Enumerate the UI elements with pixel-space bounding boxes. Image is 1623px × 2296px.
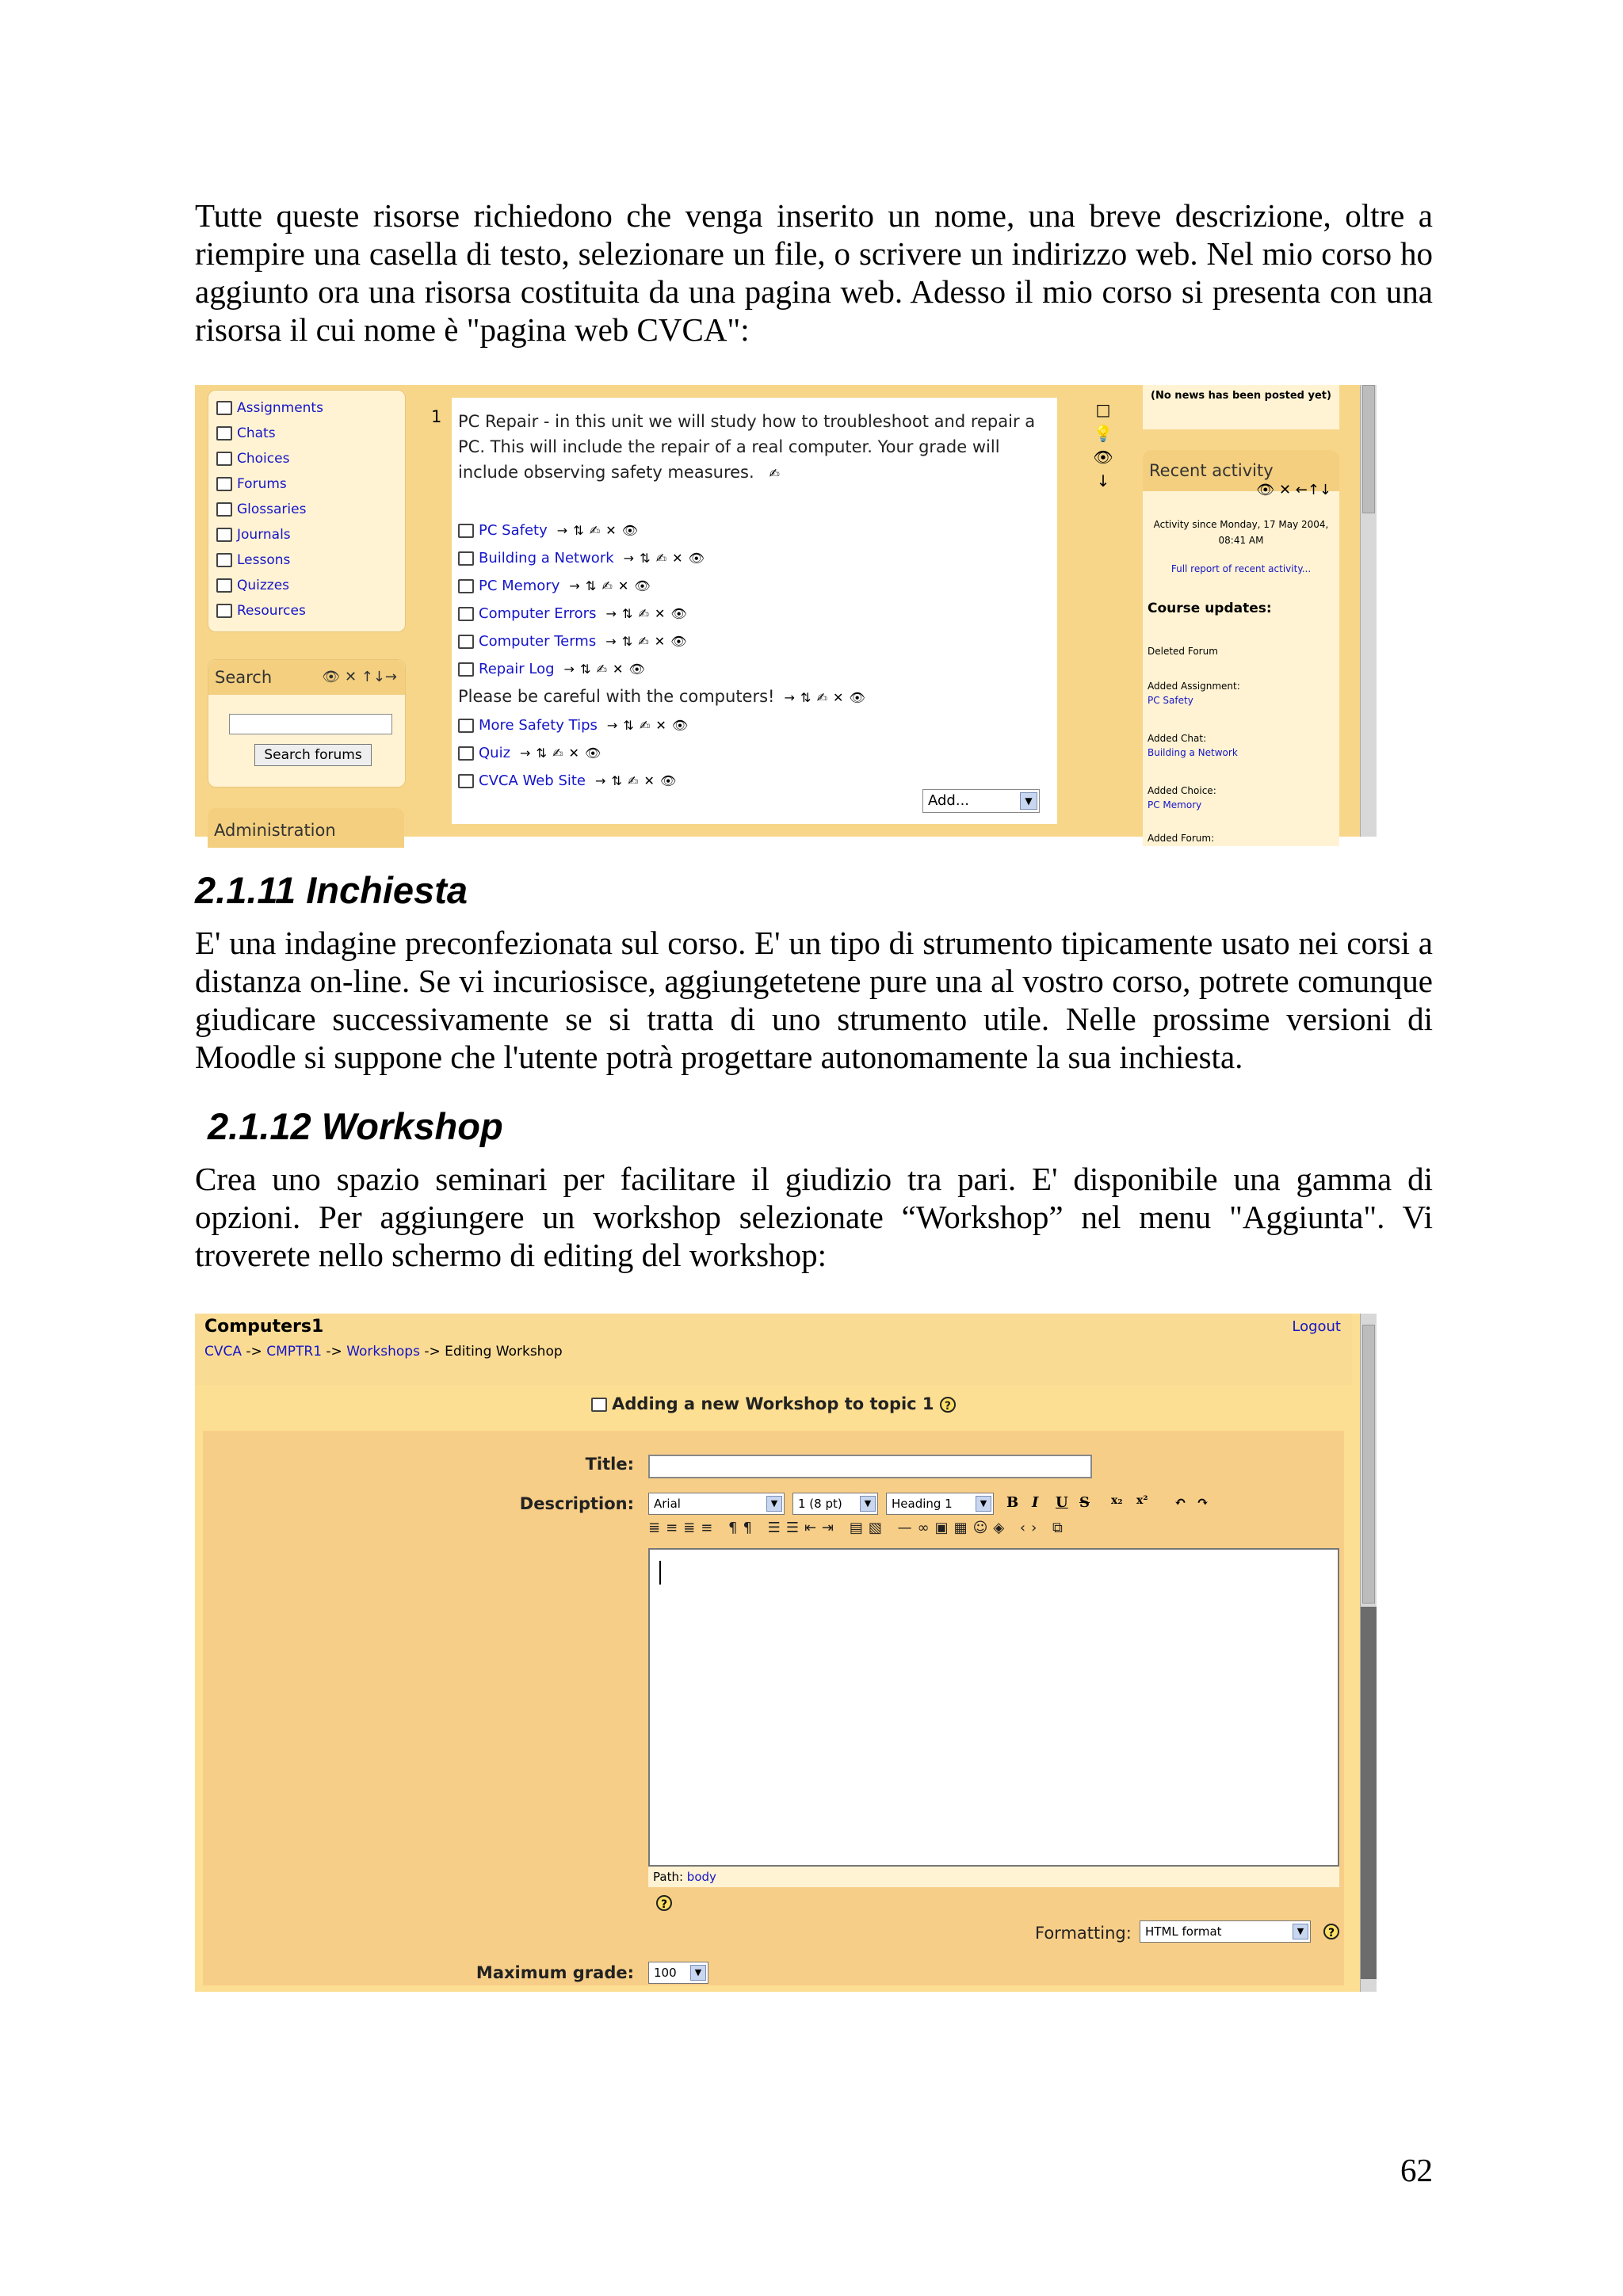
help-icon[interactable]: ? — [656, 1895, 672, 1911]
label-text: Please be careful with the computers! — [458, 687, 775, 706]
added-forum-label: Added Forum: — [1148, 833, 1215, 844]
intro-paragraph: Tutte queste risorse richiedono che venga inserito un nome, una breve descrizione, oltre a riempire una casella di testo, selezionare un file, o scrivere un indirizzo web. Nel mio corso ho aggiunto ora una risorsa costituita da una pagina web. Adesso il mio corso si presenta con una risorsa il cui nome è "pagina web CVCA": — [195, 197, 1433, 348]
recent-activity-block — [1143, 450, 1339, 846]
activity-link-quizzes[interactable]: Quizzes — [237, 578, 290, 593]
scrollbar[interactable] — [1360, 385, 1377, 837]
chevron-down-icon: ▼ — [976, 1496, 991, 1512]
forum-icon — [458, 607, 474, 621]
label-edit-icons[interactable]: → ⇅ ✍ ✕ 👁 — [784, 690, 866, 705]
redo-icon[interactable]: ↷ — [1197, 1494, 1209, 1511]
description-label: Description: — [519, 1494, 634, 1513]
chat-icon — [458, 551, 474, 566]
activity-link-assignments[interactable]: Assignments — [237, 400, 323, 416]
edit-icon[interactable]: ✍ — [769, 466, 781, 481]
activity-edit-icons[interactable]: → ⇅ ✍ ✕ 👁 — [556, 523, 640, 538]
activity-list — [458, 517, 1044, 795]
activity-link-resources[interactable]: Resources — [237, 603, 306, 619]
administration-block-title: Administration — [208, 808, 404, 848]
chat-icon — [216, 426, 232, 441]
activity-more-safety-tips[interactable]: More Safety Tips — [479, 717, 598, 734]
page-title: Adding a new Workshop to topic 1 ? — [195, 1394, 1352, 1413]
workshop-paragraph: Crea uno spazio seminari per facilitare il giudizio tra pari. E' disponibile una gamma di opzioni. Per aggiungere un workshop selezionate “Workshop” nel menu "Aggiunta". Vi troverete nello schermo di editing del workshop: — [195, 1161, 1433, 1273]
activity-edit-icons[interactable]: → ⇅ ✍ ✕ 👁 — [623, 551, 705, 566]
search-block — [208, 659, 406, 788]
activity-link-chats[interactable]: Chats — [237, 425, 276, 441]
lesson-icon — [458, 719, 474, 733]
page-number: 62 — [1400, 2152, 1433, 2188]
activity-cvca-web-site[interactable]: CVCA Web Site — [479, 772, 586, 789]
assignment-icon — [458, 524, 474, 538]
chevron-down-icon: ▼ — [690, 1965, 706, 1981]
undo-icon[interactable]: ↶ — [1174, 1494, 1187, 1511]
block-edit-icons[interactable]: 👁 ✕ ↑↓→ — [322, 669, 397, 685]
select-topic-icon[interactable]: □ — [1095, 400, 1111, 419]
strikethrough-button[interactable]: S — [1079, 1494, 1090, 1511]
formatting-select[interactable]: HTML format ▼ — [1140, 1920, 1311, 1943]
forum-icon — [216, 477, 232, 491]
move-down-icon[interactable]: ↓ — [1096, 471, 1110, 490]
activity-computer-errors[interactable]: Computer Errors — [479, 605, 597, 622]
activity-edit-icons[interactable]: → ⇅ ✍ ✕ 👁 — [605, 634, 688, 649]
quiz-icon — [216, 578, 232, 593]
recent-activity-title: Recent activity — [1143, 450, 1339, 491]
activity-link-journals[interactable]: Journals — [237, 527, 291, 543]
page-header — [195, 1314, 1352, 1385]
activity-edit-icons[interactable]: → ⇅ ✍ ✕ 👁 — [605, 606, 688, 621]
course-page-screenshot — [195, 385, 1376, 844]
inchiesta-paragraph: E' una indagine preconfezionata sul corso. E' un tipo di strumento tipicamente usato nei corsi a distanza on-line. Se vi incuriosisce, aggiungetetene pure una al vostro corso, potrete comunque giudicare successivamente se si tratta di uno strumento utile. Nelle prossime versioni di Moodle si suppone che l'utente potrà progettare autonomamente la sua inchiesta. — [195, 925, 1433, 1075]
assignment-icon — [216, 401, 232, 415]
activity-edit-icons[interactable]: → ⇅ ✍ ✕ 👁 — [563, 662, 646, 677]
choice-icon — [458, 579, 474, 593]
choice-icon — [216, 452, 232, 466]
activity-edit-icons[interactable]: → ⇅ ✍ ✕ 👁 — [595, 773, 678, 788]
superscript-button[interactable]: x² — [1136, 1494, 1148, 1507]
breadcrumb-current: Editing Workshop — [445, 1344, 563, 1360]
course-updates-label: Course updates: — [1148, 601, 1272, 616]
activity-building-network[interactable]: Building a Network — [479, 550, 614, 566]
block-edit-icons[interactable]: 👁 ✕ ←↑↓ — [1256, 482, 1331, 498]
editor-toolbar-top — [648, 1493, 1338, 1516]
workshop-icon — [591, 1398, 607, 1412]
resource-icon — [216, 604, 232, 618]
recent-since: Activity since Monday, 17 May 2004, 08:41 AM — [1153, 519, 1329, 546]
activity-edit-icons[interactable]: → ⇅ ✍ ✕ 👁 — [569, 578, 651, 593]
scrollbar[interactable] — [1360, 1314, 1377, 1992]
quiz-icon — [458, 746, 474, 761]
breadcrumb-workshops[interactable]: Workshops — [346, 1344, 420, 1360]
underline-button[interactable]: U — [1056, 1494, 1068, 1511]
help-icon[interactable]: ? — [940, 1397, 956, 1413]
breadcrumb: CVCA -> CMPTR1 -> Workshops -> Editing Workshop — [204, 1344, 563, 1360]
show-hide-icon[interactable]: 👁 — [1093, 448, 1113, 467]
activities-block — [208, 390, 406, 632]
chevron-down-icon: ▼ — [1293, 1924, 1308, 1939]
formatting-label: Formatting: — [1035, 1924, 1132, 1943]
activity-link-lessons[interactable]: Lessons — [237, 552, 291, 568]
journal-icon — [458, 662, 474, 677]
activity-computer-terms[interactable]: Computer Terms — [479, 633, 597, 650]
news-block: (No news has been posted yet) — [1143, 385, 1339, 429]
topic-section — [423, 398, 1057, 824]
glossary-icon — [458, 635, 474, 649]
topic-controls — [1089, 398, 1117, 509]
heading-select[interactable]: Heading 1 ▼ — [886, 1493, 994, 1515]
activity-link-choices[interactable]: Choices — [237, 451, 290, 467]
added-assignment-label: Added Assignment: — [1148, 681, 1240, 692]
chevron-down-icon: ▼ — [860, 1496, 876, 1512]
activity-edit-icons[interactable]: → ⇅ ✍ ✕ 👁 — [520, 746, 602, 761]
breadcrumb-cvca[interactable]: CVCA — [204, 1344, 242, 1360]
site-name: Computers1 — [204, 1317, 324, 1337]
maximum-grade-label: Maximum grade: — [475, 1963, 634, 1982]
title-input[interactable] — [648, 1455, 1092, 1478]
search-forums-input[interactable] — [229, 714, 392, 734]
editor-toolbar-bottom[interactable]: ≣≡≣≡ ¶¶ ☰☰⇤⇥ ▤▧ —∞▣▦☺◈ ‹› ⧉ — [648, 1520, 1068, 1536]
editor-path-bar: Path: body — [648, 1867, 1339, 1887]
activity-link-forums[interactable]: Forums — [237, 476, 287, 492]
activity-pc-memory[interactable]: PC Memory — [479, 578, 560, 594]
added-chat-link[interactable]: Building a Network — [1148, 747, 1238, 758]
activity-edit-icons[interactable]: → ⇅ ✍ ✕ 👁 — [606, 718, 689, 733]
font-select[interactable]: Arial ▼ — [648, 1493, 785, 1515]
description-editor[interactable] — [648, 1548, 1339, 1867]
added-choice-link[interactable]: PC Memory — [1148, 799, 1202, 810]
search-forums-button[interactable]: Search forums — [254, 744, 372, 766]
section-heading-inchiesta: 2.1.11 Inchiesta — [195, 869, 468, 911]
search-block-title: Search — [215, 668, 273, 687]
activity-pc-safety[interactable]: PC Safety — [479, 522, 548, 539]
highlight-icon[interactable]: 💡 — [1093, 424, 1113, 443]
lesson-icon — [216, 553, 232, 567]
activity-repair-log[interactable]: Repair Log — [479, 661, 555, 677]
full-report-link[interactable]: Full report of recent activity... — [1170, 563, 1312, 574]
topic-number-column — [423, 398, 452, 824]
font-size-select[interactable]: 1 (8 pt) ▼ — [792, 1493, 878, 1515]
activity-link-glossaries[interactable]: Glossaries — [237, 502, 307, 517]
glossary-icon — [216, 502, 232, 517]
deleted-forum: Deleted Forum — [1148, 646, 1218, 657]
subscript-button[interactable]: x₂ — [1111, 1494, 1123, 1507]
text-caret — [659, 1561, 661, 1585]
path-body-link[interactable]: body — [686, 1870, 716, 1884]
logout-link[interactable]: Logout — [1292, 1318, 1341, 1335]
bold-button[interactable]: B — [1006, 1494, 1019, 1511]
chevron-down-icon: ▼ — [1020, 792, 1037, 810]
activity-quiz[interactable]: Quiz — [479, 745, 511, 761]
add-activity-select[interactable]: Add... ▼ — [922, 789, 1040, 813]
help-icon[interactable]: ? — [1323, 1924, 1339, 1939]
section-heading-workshop: 2.1.12 Workshop — [208, 1105, 503, 1147]
topic-number: 1 — [431, 407, 442, 426]
maximum-grade-select[interactable]: 100 ▼ — [648, 1962, 708, 1984]
title-label: Title: — [585, 1455, 634, 1474]
journal-icon — [216, 528, 232, 542]
added-assignment-link[interactable]: PC Safety — [1148, 695, 1193, 706]
topic-summary: PC Repair - in this unit we will study how to troubleshoot and repair a PC. This will include the repair of a real computer. Your grade will include observing safety measures. ✍ — [458, 412, 1036, 482]
italic-button[interactable]: I — [1032, 1494, 1039, 1511]
added-choice-label: Added Choice: — [1148, 785, 1216, 796]
chevron-down-icon: ▼ — [766, 1496, 782, 1512]
resource-icon — [458, 774, 474, 788]
added-chat-label: Added Chat: — [1148, 733, 1207, 744]
editing-workshop-screenshot — [195, 1314, 1376, 1992]
breadcrumb-cmptr1[interactable]: CMPTR1 — [266, 1344, 323, 1360]
